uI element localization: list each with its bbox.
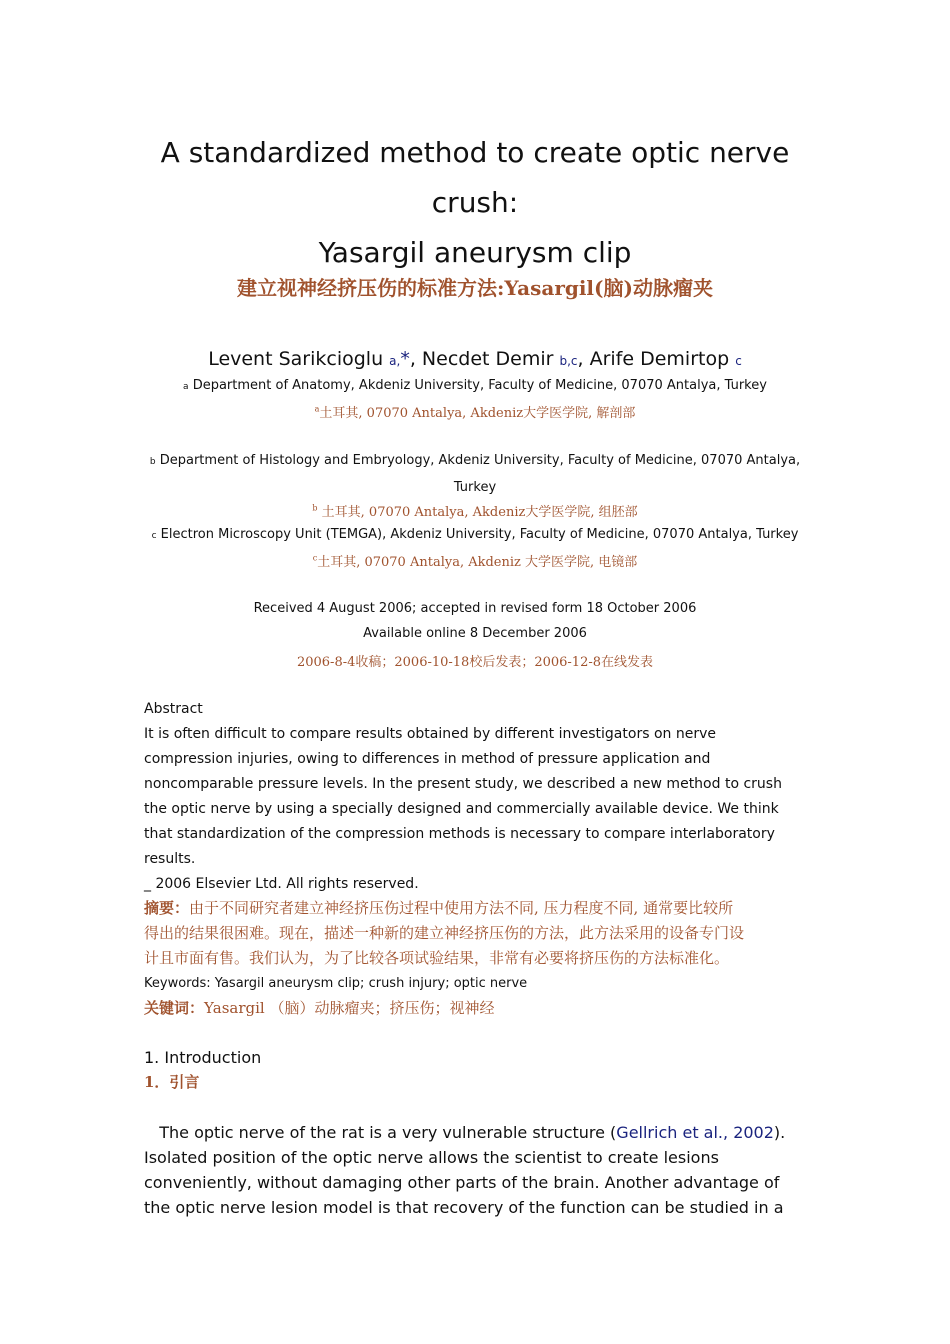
- affiliation-a-chinese: [100, 402, 850, 421]
- abstract-chinese: [144, 896, 814, 971]
- affiliation-c-mark: c: [151, 531, 157, 541]
- keywords: Keywords: Yasargil aneurysm clip; crush injury; optic nerve: [144, 976, 528, 991]
- introduction-paragraph: [144, 1120, 814, 1220]
- abstract-cn-label: 摘要：: [144, 899, 190, 917]
- affiliation-b-mark: b: [149, 457, 156, 467]
- affiliation-a-cn-mark: a: [314, 404, 320, 414]
- corresponding-author-mark: *: [400, 348, 410, 370]
- online-date: Available online 8 December 2006: [363, 626, 587, 641]
- affiliation-c-text: Electron Microscopy Unit (TEMGA), Akdeniz University, Faculty of Medicine, 07070 Antalya, Turkey: [160, 527, 799, 542]
- abstract-line: noncomparable pressure levels. In the present study, we described a new method to crush: [144, 776, 782, 792]
- affiliation-b: [100, 448, 850, 500]
- intro-line: the optic nerve lesion model is that recovery of the function can be studied in a: [144, 1198, 784, 1217]
- affiliation-b-cn-text: 土耳其, 07070 Antalya, Akdeniz大学医学院, 组胚部: [317, 505, 638, 520]
- author-2-affiliation: b,c: [559, 354, 578, 368]
- affiliation-b-cn-mark: b: [312, 503, 318, 513]
- affiliation-a-mark: a: [183, 382, 189, 392]
- author-1-affiliation: a,: [389, 354, 401, 368]
- abstract-line: the optic nerve by using a specially designed and commercially available device. We think: [144, 801, 779, 817]
- affiliation-a-cn-text: 土耳其, 07070 Antalya, Akdeniz大学医学院, 解剖部: [319, 406, 636, 421]
- affiliation-c-cn-mark: c: [312, 553, 318, 563]
- affiliation-a: [100, 373, 850, 400]
- affiliation-b-chinese: [100, 501, 850, 520]
- title-line-2: crush:: [431, 186, 519, 219]
- paper-title-chinese: 建立视神经挤压伤的标准方法:Yasargil(脑)动脉瘤夹: [237, 276, 713, 300]
- affiliation-b-text-2: Turkey: [453, 480, 497, 495]
- abstract: [144, 697, 814, 897]
- intro-text: ).: [773, 1123, 786, 1142]
- abstract-line: that standardization of the compression methods is necessary to compare interlaboratory: [144, 826, 775, 842]
- intro-line: Isolated position of the optic nerve allows the scientist to create lesions: [144, 1148, 719, 1167]
- paper-title: [100, 128, 850, 278]
- introduction-heading: 1. Introduction: [144, 1048, 262, 1067]
- author-2: , Necdet Demir: [409, 348, 554, 370]
- abstract-cn-line: 计且市面有售。我们认为，为了比较各项试验结果，非常有必要将挤压伤的方法标准化。: [144, 949, 730, 967]
- citation-link[interactable]: Gellrich et al., 2002: [616, 1123, 774, 1142]
- affiliation-b-text-1: Department of Histology and Embryology, Akdeniz University, Faculty of Medicine, 07070 Antalya,: [159, 453, 801, 468]
- affiliation-c-cn-text: 土耳其, 07070 Antalya, Akdeniz 大学医学院, 电镜部: [317, 555, 638, 570]
- copyright-notice: _ 2006 Elsevier Ltd. All rights reserved.: [144, 876, 419, 892]
- abstract-heading: Abstract: [144, 701, 203, 717]
- author-3-affiliation: c: [735, 354, 742, 368]
- keywords-chinese: [144, 996, 814, 1021]
- affiliation-c: [100, 522, 850, 549]
- title-line-1: A standardized method to create optic nerve: [160, 136, 790, 169]
- keywords-cn-text: Yasargil （脑）动脉瘤夹；挤压伤；视神经: [204, 999, 495, 1017]
- author-3: , Arife Demirtop: [577, 348, 730, 370]
- abstract-line: compression injuries, owing to differences in method of pressure application and: [144, 751, 711, 767]
- affiliation-c-chinese: [100, 551, 850, 570]
- title-line-3: Yasargil aneurysm clip: [318, 236, 632, 269]
- author-1: Levent Sarikcioglu: [208, 348, 384, 370]
- abstract-cn-line: 由于不同研究者建立神经挤压伤过程中使用方法不同, 压力程度不同, 通常要比较所: [189, 899, 734, 917]
- author-list: [100, 348, 850, 370]
- dates-chinese: 2006-8-4收稿；2006-10-18校后发表；2006-12-8在线发表: [296, 655, 654, 670]
- introduction-heading-chinese: 1．引言: [144, 1073, 200, 1091]
- received-date: Received 4 August 2006; accepted in revised form 18 October 2006: [253, 601, 697, 616]
- abstract-line: results.: [144, 851, 196, 867]
- intro-text: The optic nerve of the rat is a very vulnerable structure (: [144, 1123, 617, 1142]
- abstract-line: It is often difficult to compare results obtained by different investigators on nerve: [144, 726, 716, 742]
- abstract-cn-line: 得出的结果很困难。现在，描述一种新的建立神经挤压伤的方法，此方法采用的设备专门设: [144, 924, 745, 942]
- intro-line: conveniently, without damaging other parts of the brain. Another advantage of: [144, 1173, 780, 1192]
- affiliation-a-text: Department of Anatomy, Akdeniz University, Faculty of Medicine, 07070 Antalya, Turkey: [192, 378, 767, 393]
- keywords-cn-label: 关键词：: [144, 999, 205, 1017]
